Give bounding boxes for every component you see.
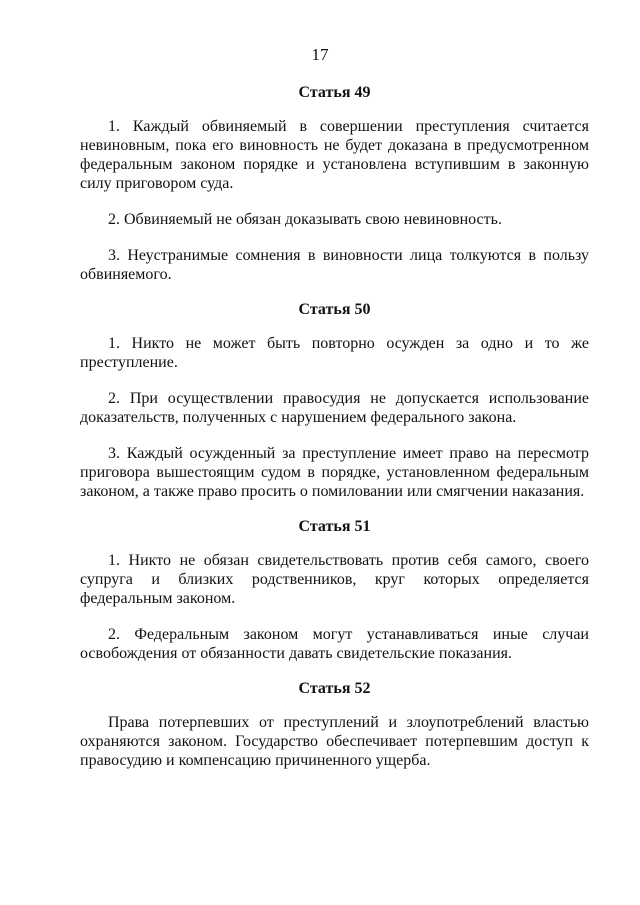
article-51 [80, 518, 589, 663]
article-title: Статья 50 [298, 301, 371, 318]
article-title: Статья 51 [298, 518, 371, 535]
article-paragraph: 2. Обвиняемый не обязан доказывать свою невиновность. [108, 211, 502, 228]
article-paragraph: 3. Каждый осужденный за преступление имеет право на пересмотр приговора вышестоящим судом в порядке, установленном федеральным законом, а также право просить о помиловании или смягчении наказания. [80, 445, 589, 500]
article-52 [80, 680, 589, 770]
article-paragraph: 1. Никто не может быть повторно осужден за одно и то же преступление. [80, 335, 589, 371]
article-paragraph: 1. Никто не обязан свидетельствовать против себя самого, своего супруга и близких родственников, круг которых определяется федеральным законом. [80, 552, 589, 607]
page-number: 17 [311, 45, 329, 64]
article-paragraph: 2. Федеральным законом могут устанавливаться иные случаи освобождения от обязанности давать свидетельские показания. [80, 626, 589, 662]
article-title: Статья 52 [298, 680, 371, 697]
article-49 [80, 84, 589, 284]
article-50 [80, 301, 589, 501]
document-body [80, 84, 589, 787]
article-title: Статья 49 [298, 84, 371, 101]
article-paragraph: 1. Каждый обвиняемый в совершении преступления считается невиновным, пока его виновность не будет доказана в предусмотренном федеральным законом порядке и установлена вступившим в законную силу приговором суда. [80, 118, 589, 192]
article-paragraph: 2. При осуществлении правосудия не допускается использование доказательств, полученных с нарушением федерального закона. [80, 390, 589, 426]
article-paragraph: 3. Неустранимые сомнения в виновности лица толкуются в пользу обвиняемого. [80, 247, 589, 283]
article-paragraph: Права потерпевших от преступлений и злоупотреблений властью охраняются законом. Государство обеспечивает потерпевшим доступ к правосудию и компенсацию причиненного ущерба. [80, 714, 589, 769]
